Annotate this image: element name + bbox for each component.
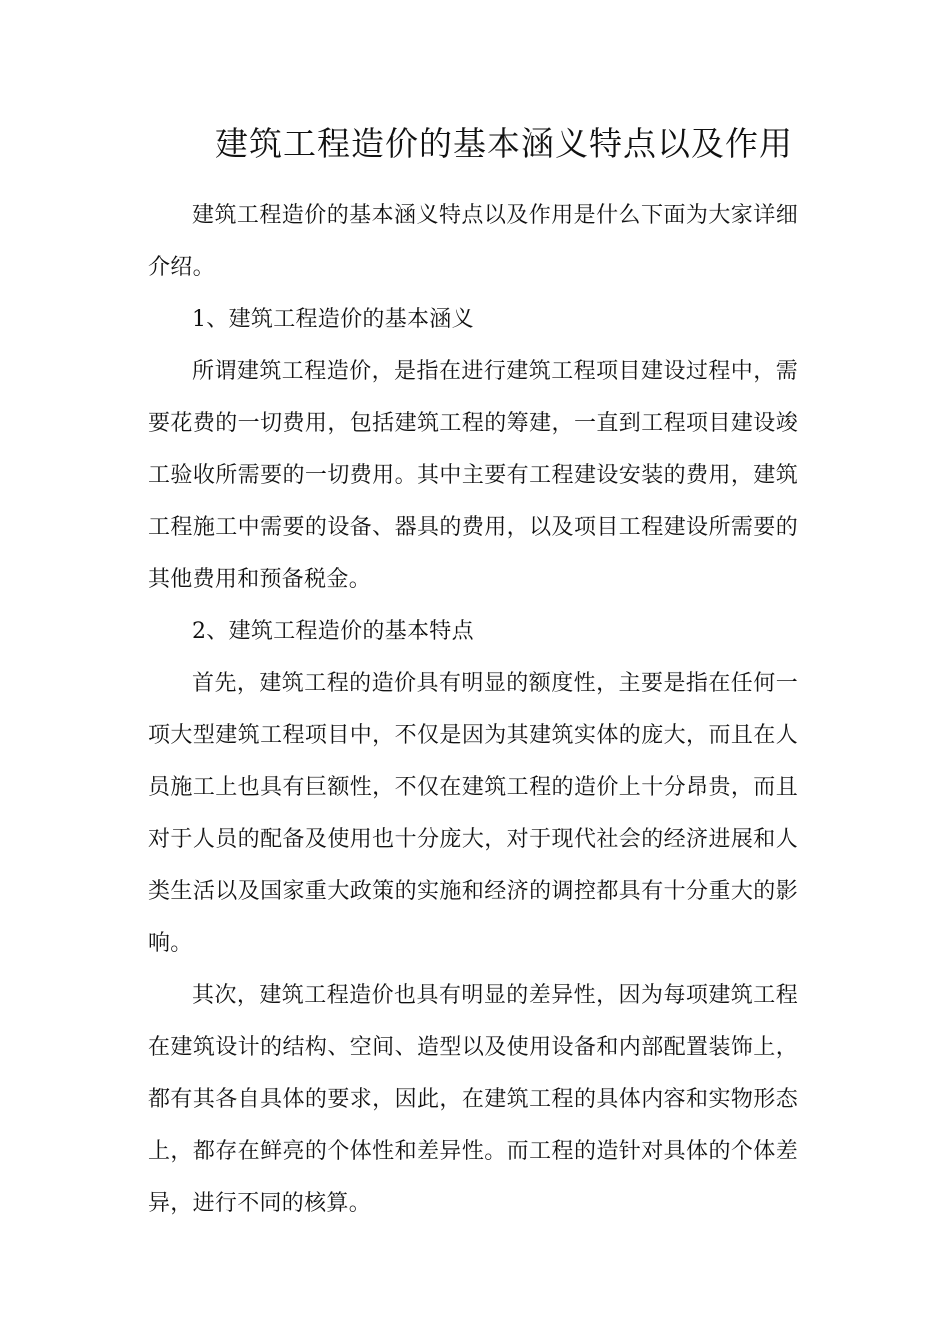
section-2-heading: 2、建筑工程造价的基本特点: [192, 619, 474, 644]
document-title: 建筑工程造价的基本涵义特点以及作用: [215, 124, 793, 163]
section-1-heading: 1、建筑工程造价的基本涵义: [192, 307, 474, 332]
section-2-paragraph-2: 其次，建筑工程造价也具有明显的差异性，因为每项建筑工程在建筑设计的结构、空间、造型以及使用设备和内部配置装饰上，都有其各自具体的要求，因此，在建筑工程的具体内容和实物形态上，都存在鲜亮的个体性和差异性。而工程的造针对具体的个体差异，进行不同的核算。: [148, 983, 798, 1216]
section-2-paragraph-1: 首先，建筑工程的造价具有明显的额度性，主要是指在任何一项大型建筑工程项目中，不仅是因为其建筑实体的庞大，而且在人员施工上也具有巨额性，不仅在建筑工程的造价上十分昂贵，而且对于人员的配备及使用也十分庞大，对于现代社会的经济进展和人类生活以及国家重大政策的实施和经济的调控都具有十分重大的影响。: [148, 671, 798, 956]
document-body: [148, 190, 798, 1230]
intro-paragraph: 建筑工程造价的基本涵义特点以及作用是什么下面为大家详细介绍。: [148, 203, 798, 280]
section-1-paragraph: 所谓建筑工程造价，是指在进行建筑工程项目建设过程中，需要花费的一切费用，包括建筑工程的筹建，一直到工程项目建设竣工验收所需要的一切费用。其中主要有工程建设安装的费用，建筑工程施工中需要的设备、器具的费用，以及项目工程建设所需要的其他费用和预备税金。: [148, 359, 798, 592]
